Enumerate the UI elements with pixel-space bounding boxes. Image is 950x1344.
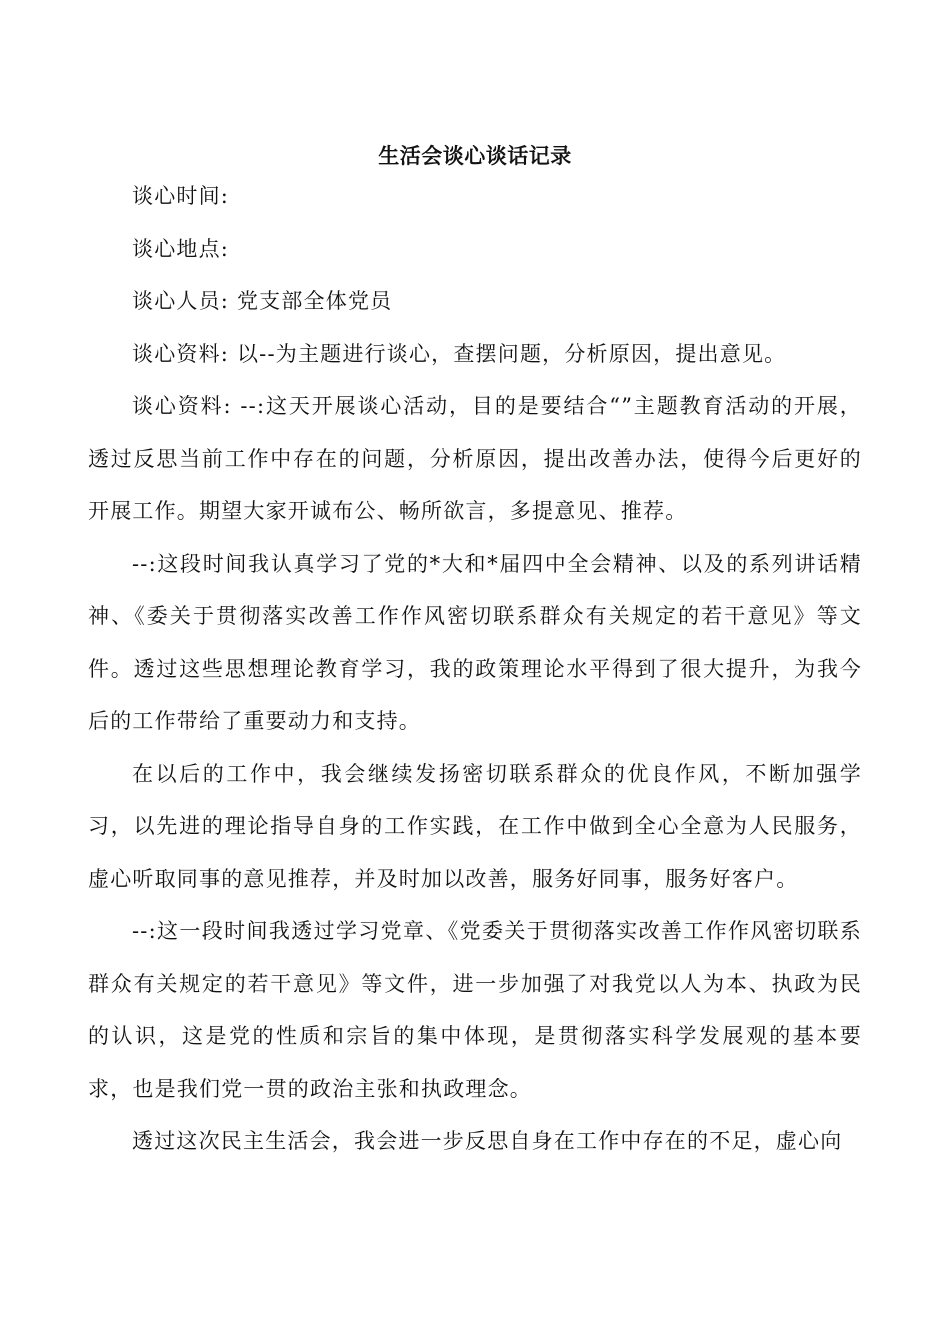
body-paragraph-party-charter: --:这一段时间我透过学习党章、《党委关于贯彻落实改善工作作风密切联系群众有关规定的若干意见》等文件，进一步加强了对我党以人为本、执政为民的认识，这是党的性质和宗旨的集中体现，是贯彻落实科学发展观的基本要求，也是我们党一贯的政治主张和执政理念。 [88,919,862,1101]
body-paragraph-study: --:这段时间我认真学习了党的*大和*届四中全会精神、以及的系列讲话精神、《委关于贯彻落实改善工作作风密切联系群众有关规定的若干意见》等文件。透过这些思想理论教育学习，我的政策理论水平得到了很大提升，为我今后的工作带给了重要动力和支持。 [88,551,862,733]
document-title: 生活会谈心谈话记录 [378,143,572,168]
meeting-topic-line: 谈心资料: 以--为主题进行谈心，查摆问题，分析原因，提出意见。 [132,341,787,366]
body-paragraph-opening: 谈心资料: --:这天开展谈心活动，目的是要结合“”主题教育活动的开展，透过反思当前工作中存在的问题，分析原因，提出改善办法，使得今后更好的开展工作。期望大家开诚布公、畅所欲言，多提意见、推荐。 [88,394,862,523]
meeting-place-line: 谈心地点: [132,236,230,261]
meeting-participants-line: 谈心人员: 党支部全体党员 [132,289,393,313]
body-paragraph-reflection: 透过这次民主生活会，我会进一步反思自身在工作中存在的不足，虚心向 [132,1129,843,1153]
document-body [88,170,862,1168]
body-paragraph-future-work: 在以后的工作中，我会继续发扬密切联系群众的优良作风，不断加强学习，以先进的理论指导自身的工作实践，在工作中做到全心全意为人民服务，虚心听取同事的意见推荐，并及时加以改善，服务好同事，服务好客户。 [88,761,862,891]
meeting-time-line: 谈心时间: [132,184,230,208]
